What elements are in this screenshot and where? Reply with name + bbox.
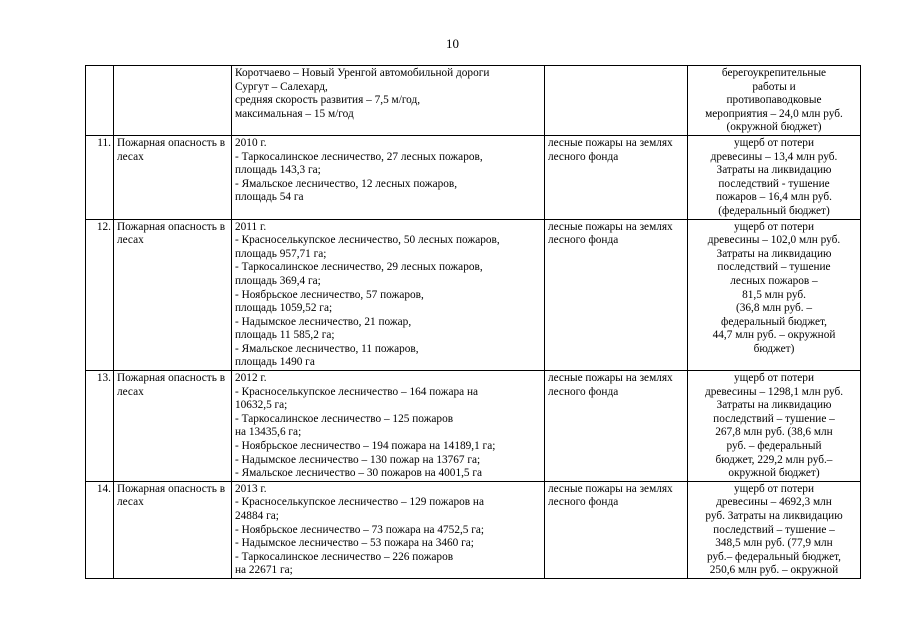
consequences-line: (федеральный бюджет) (718, 204, 830, 217)
description-line: 2011 г. (235, 220, 267, 233)
hazard-cause-cell (545, 135, 688, 219)
hazard-category-cell (114, 219, 232, 371)
consequences-line: бюджет, 229,2 млн руб.– (715, 453, 833, 466)
consequences-line: древесины – 102,0 млн руб. (707, 234, 841, 247)
description-line: - Красноселькупское лесничество – 129 пожаров на (235, 496, 484, 509)
description-line: 2012 г. (235, 372, 267, 385)
table-row (86, 481, 861, 578)
description-line: - Надымское лесничество – 130 пожар на 13767 га; (235, 453, 481, 466)
consequences-cell (688, 481, 861, 578)
description-line: 2010 г. (235, 136, 267, 149)
consequences-line: Затраты на ликвидацию (716, 247, 832, 260)
consequences-line: (36,8 млн руб. – (735, 302, 813, 315)
consequences-line: руб. – федеральный (726, 440, 822, 453)
hazard-category-text: Пожарная опасность в лесах (117, 136, 226, 163)
row-number-cell: 14. (86, 481, 114, 578)
hazard-cause-cell (545, 481, 688, 578)
consequences-line: Затраты на ликвидацию (716, 164, 832, 177)
table-row (86, 219, 861, 371)
consequences-line: берегоукрепительные (721, 67, 827, 79)
hazard-cause-text: лесные пожары на землях лесного фонда (548, 372, 673, 398)
description-line: 2013 г. (235, 482, 267, 495)
description-line: площадь 1059,52 га; (235, 302, 333, 315)
consequences-cell (688, 371, 861, 482)
consequences-line: окружной бюджет) (728, 467, 820, 480)
hazard-cause-cell (545, 219, 688, 371)
consequences-line: последствий – тушение – (713, 412, 835, 425)
consequences-cell (688, 219, 861, 371)
description-line: средняя скорость развития – 7,5 м/год, (235, 94, 421, 107)
description-line: - Ямальское лесничество, 11 пожаров, (235, 342, 419, 355)
description-line: площадь 1490 га (235, 356, 315, 369)
consequences-line: руб. Затраты на ликвидацию (705, 510, 843, 522)
description-line: - Надымское лесничество, 21 пожар, (235, 315, 412, 328)
description-line: - Таркосалинское лесничество – 125 пожаров (235, 412, 454, 425)
description-line: - Красноселькупское лесничество, 50 лесных пожаров, (235, 234, 500, 247)
consequences-line: мероприятия – 24,0 млн руб. (705, 107, 843, 120)
hazard-description-cell (232, 66, 545, 136)
consequences-line: пожаров – 16,4 млн руб. (716, 191, 832, 204)
description-line: - Надымское лесничество – 53 пожара на 3460 га; (235, 537, 474, 550)
description-line: площадь 369,4 га; (235, 274, 321, 287)
consequences-line: ущерб от потери (733, 482, 815, 495)
hazard-cause-cell (545, 66, 688, 136)
hazard-cause-text: лесные пожары на землях лесного фонда (548, 482, 673, 509)
description-line: - Ноябрьское лесничество, 57 пожаров, (235, 288, 424, 301)
description-line: - Ноябрьское лесничество – 194 пожара на 14189,1 га; (235, 440, 496, 453)
consequences-line: древесины – 4692,3 млн (716, 496, 832, 509)
description-line: 24884 га; (235, 510, 279, 522)
row-number-cell: 12. (86, 219, 114, 371)
description-line: площадь 11 585,2 га; (235, 329, 335, 342)
consequences-line: 81,5 млн руб. (742, 288, 806, 301)
consequences-line: последствий – тушение (717, 261, 831, 274)
table-row (86, 66, 861, 136)
consequences-line: древесины – 13,4 млн руб. (710, 150, 838, 163)
hazard-description-cell (232, 219, 545, 371)
description-line: Сургут – Салехард, (235, 80, 328, 93)
consequences-line: 348,5 млн руб. (77,9 млн (715, 537, 833, 550)
consequences-cell (688, 135, 861, 219)
description-line: - Ямальское лесничество, 12 лесных пожаров, (235, 177, 458, 190)
consequences-line: бюджет) (753, 342, 795, 355)
description-line: 10632,5 га; (235, 399, 288, 412)
hazard-category-cell (114, 66, 232, 136)
description-line: площадь 957,71 га; (235, 247, 327, 260)
consequences-line: (окружной бюджет) (726, 121, 822, 134)
consequences-line: последствий - тушение (718, 177, 830, 190)
description-line: - Ямальское лесничество – 30 пожаров на 4001,5 га (235, 467, 483, 480)
description-line: площадь 54 га (235, 191, 304, 204)
hazard-cause-text: лесные пожары на землях лесного фонда (548, 220, 673, 247)
table-row (86, 371, 861, 482)
description-line: - Красноселькупское лесничество – 164 пожара на (235, 385, 479, 398)
consequences-line: ущерб от потери (733, 136, 815, 149)
hazard-category-cell (114, 135, 232, 219)
hazard-description-cell (232, 135, 545, 219)
consequences-cell (688, 66, 861, 136)
consequences-line: руб.– федеральный бюджет, (707, 550, 841, 563)
consequences-line: 44,7 млн руб. – окружной (712, 329, 836, 342)
row-number-cell (86, 66, 114, 136)
hazard-category-cell (114, 481, 232, 578)
consequences-line: Затраты на ликвидацию (716, 399, 832, 412)
consequences-line: работы и (752, 80, 796, 93)
hazard-description-cell (232, 371, 545, 482)
hazard-cause-text: лесные пожары на землях лесного фонда (548, 136, 673, 163)
consequences-line: ущерб от потери (733, 220, 815, 233)
description-line: максимальная – 15 м/год (235, 107, 354, 120)
description-line: - Таркосалинское лесничество – 226 пожаров (235, 550, 454, 563)
description-line: на 13435,6 га; (235, 426, 302, 439)
description-line: - Таркосалинское лесничество, 27 лесных пожаров, (235, 150, 483, 163)
consequences-line: древесины – 1298,1 млн руб. (704, 385, 844, 398)
hazard-cause-cell (545, 371, 688, 482)
consequences-line: лесных пожаров – (730, 274, 818, 287)
consequences-line: 250,6 млн руб. – окружной (709, 564, 839, 577)
hazard-table (85, 65, 861, 579)
description-line: площадь 143,3 га; (235, 164, 321, 177)
description-line: - Ноябрьское лесничество – 73 пожара на 4752,5 га; (235, 523, 485, 536)
row-number-cell: 11. (86, 135, 114, 219)
hazard-category-text: Пожарная опасность в лесах (117, 482, 226, 509)
hazard-category-cell (114, 371, 232, 482)
consequences-line: ущерб от потери (733, 372, 815, 385)
description-line: - Таркосалинское лесничество, 29 лесных пожаров, (235, 261, 483, 274)
row-number-cell: 13. (86, 371, 114, 482)
page-number: 10 (446, 36, 459, 51)
description-line: на 22671 га; (235, 564, 293, 577)
consequences-line: последствий – тушение – (713, 523, 835, 536)
hazard-category-text: Пожарная опасность в лесах (117, 220, 226, 247)
consequences-line: противопаводковые (726, 94, 822, 107)
hazard-description-cell (232, 481, 545, 578)
hazard-category-text: Пожарная опасность в лесах (117, 372, 226, 398)
table-row (86, 135, 861, 219)
consequences-line: федеральный бюджет, (721, 315, 827, 328)
consequences-line: 267,8 млн руб. (38,6 млн (715, 426, 833, 439)
description-line: Коротчаево – Новый Уренгой автомобильной дороги (235, 67, 490, 79)
